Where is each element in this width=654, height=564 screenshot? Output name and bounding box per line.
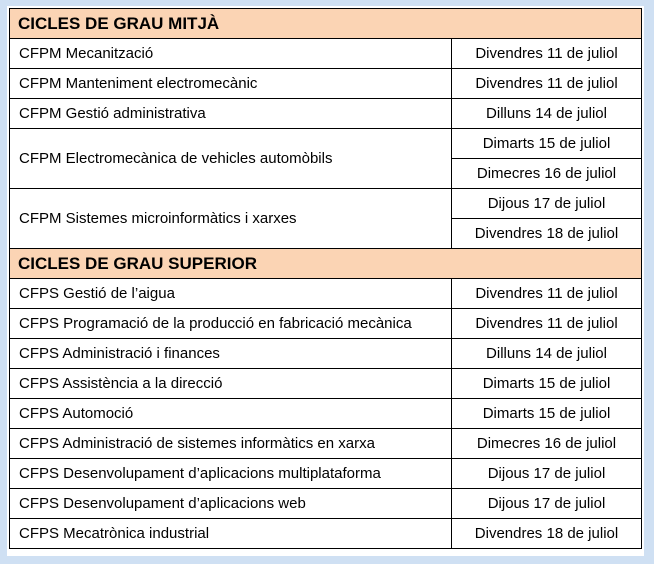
table-row [10, 279, 642, 309]
table-row [10, 129, 642, 159]
course-name: CFPS Assistència a la direcció [10, 369, 452, 399]
table-row [10, 459, 642, 489]
table-row [10, 399, 642, 429]
course-name: CFPM Sistemes microinformàtics i xarxes [10, 189, 452, 249]
course-date: Divendres 11 de juliol [452, 39, 642, 69]
course-date: Divendres 11 de juliol [452, 279, 642, 309]
course-date: Divendres 18 de juliol [452, 219, 642, 249]
schedule-table [9, 8, 642, 549]
course-name: CFPS Gestió de l’aigua [10, 279, 452, 309]
course-name: CFPS Desenvolupament d’aplicacions multiplataforma [10, 459, 452, 489]
schedule-frame [7, 6, 644, 556]
course-date: Dilluns 14 de juliol [452, 99, 642, 129]
table-row [10, 69, 642, 99]
course-date: Dilluns 14 de juliol [452, 339, 642, 369]
schedule-table-body [10, 9, 642, 549]
course-name: CFPM Manteniment electromecànic [10, 69, 452, 99]
table-row [10, 189, 642, 219]
course-date: Dimecres 16 de juliol [452, 159, 642, 189]
course-name: CFPM Mecanització [10, 39, 452, 69]
table-row [10, 309, 642, 339]
course-date: Divendres 18 de juliol [452, 519, 642, 549]
course-name: CFPS Programació de la producció en fabricació mecànica [10, 309, 452, 339]
course-date: Dimarts 15 de juliol [452, 369, 642, 399]
table-row [10, 429, 642, 459]
course-date: Dijous 17 de juliol [452, 189, 642, 219]
course-name: CFPS Administració de sistemes informàtics en xarxa [10, 429, 452, 459]
table-row [10, 99, 642, 129]
table-row [10, 489, 642, 519]
table-row [10, 339, 642, 369]
course-name: CFPS Mecatrònica industrial [10, 519, 452, 549]
section-title: CICLES DE GRAU SUPERIOR [10, 249, 642, 279]
course-date: Dimecres 16 de juliol [452, 429, 642, 459]
table-row [10, 39, 642, 69]
course-name: CFPM Gestió administrativa [10, 99, 452, 129]
table-row [10, 519, 642, 549]
course-date: Dijous 17 de juliol [452, 459, 642, 489]
course-date: Dijous 17 de juliol [452, 489, 642, 519]
course-name: CFPM Electromecànica de vehicles automòbils [10, 129, 452, 189]
course-date: Divendres 11 de juliol [452, 69, 642, 99]
section-header-row [10, 249, 642, 279]
section-header-row [10, 9, 642, 39]
course-name: CFPS Desenvolupament d’aplicacions web [10, 489, 452, 519]
course-date: Divendres 11 de juliol [452, 309, 642, 339]
course-date: Dimarts 15 de juliol [452, 129, 642, 159]
table-row [10, 369, 642, 399]
section-title: CICLES DE GRAU MITJÀ [10, 9, 642, 39]
course-name: CFPS Automoció [10, 399, 452, 429]
course-name: CFPS Administració i finances [10, 339, 452, 369]
course-date: Dimarts 15 de juliol [452, 399, 642, 429]
